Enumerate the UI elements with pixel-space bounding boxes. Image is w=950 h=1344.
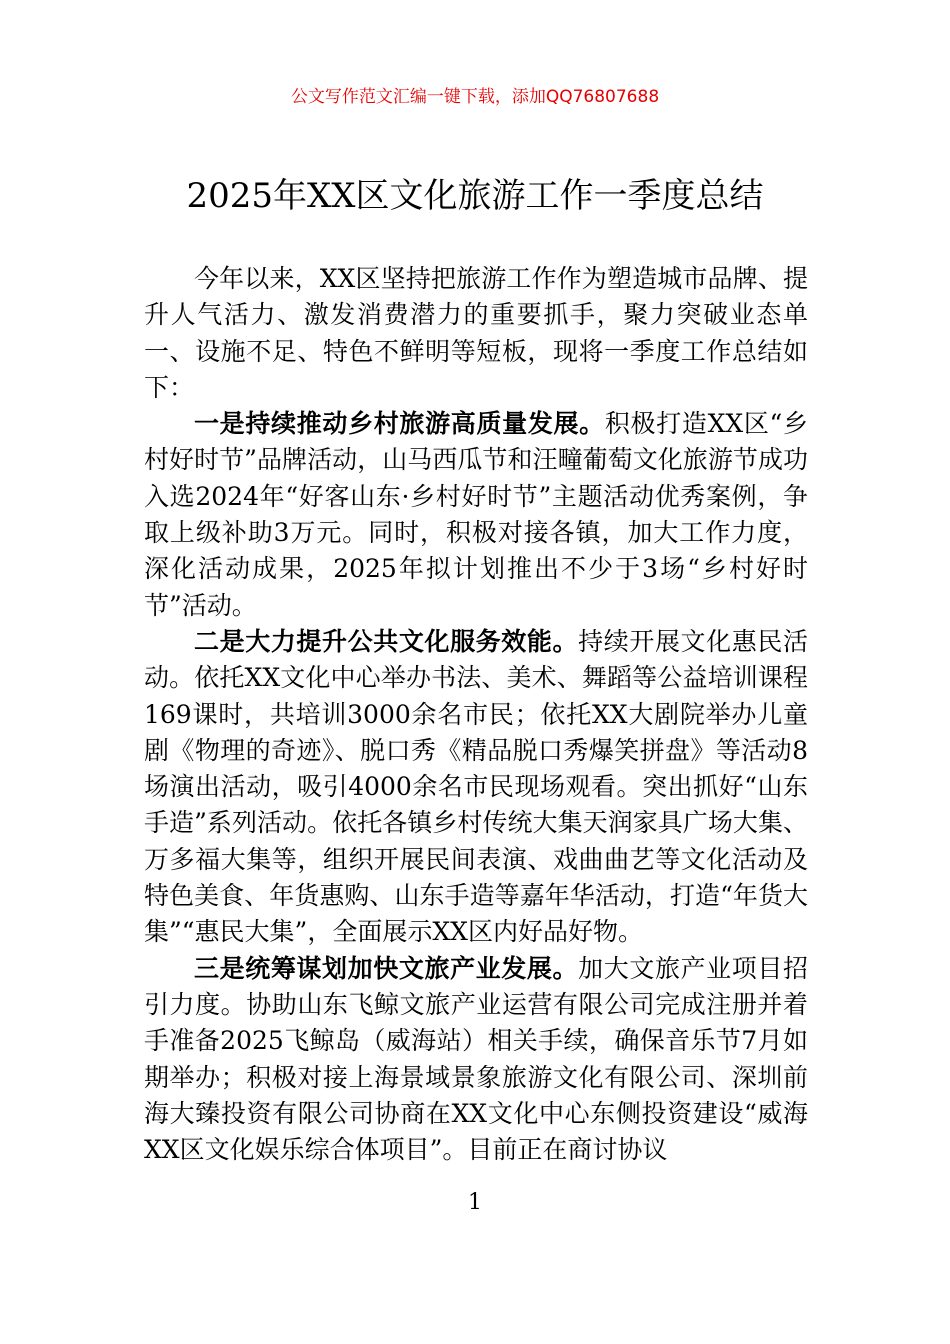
paragraph-text: 持续开展文化惠民活动。依托XX文化中心举办书法、美术、舞蹈等公益培训课程169课时，共培训3000余名市民；依托XX大剧院举办儿童剧《物理的奇迹》、脱口秀《精品脱口秀爆笑拼盘》等活动8场演出活动，吸引4000余名市民现场观看。突出抓好“山东手造”系列活动。依托各镇乡村传统大集天润家具广场大集、万多福大集等，组织开展民间表演、戏曲曲艺等文化活动及特色美食、年货惠购、山东手造等嘉年华活动，打造“年货大集”“惠民大集”，全面展示XX区内好品好物。	[144, 626, 808, 947]
paragraph-text: 今年以来，XX区坚持把旅游工作作为塑造城市品牌、提升人气活力、激发消费潜力的重要抓手，聚力突破业态单一、设施不足、特色不鲜明等短板，现将一季度工作总结如下：	[144, 264, 808, 402]
section-paragraph-public-culture	[144, 624, 808, 951]
section-heading: 二是大力提升公共文化服务效能。	[194, 626, 579, 656]
download-banner: 公文写作范文汇编一键下载，添加QQ76807688	[290, 87, 660, 107]
paragraph-text: 积极打造XX区“乡村好时节”品牌活动，山马西瓜节和汪疃葡萄文化旅游节成功入选2024年“好客山东·乡村好时节”主题活动优秀案例，争取上级补助3万元。同时，积极对接各镇，加大工作力度，深化活动成果，2025年拟计划推出不少于3场“乡村好时节”活动。	[144, 409, 808, 620]
page-number: 1	[468, 1190, 482, 1215]
paragraph-text: 加大文旅产业项目招引力度。协助山东飞鲸文旅产业运营有限公司完成注册并着手准备2025飞鲸岛（威海站）相关手续，确保音乐节7月如期举办；积极对接上海景域景象旅游文化有限公司、深圳前海大臻投资有限公司协商在XX文化中心东侧投资建设“威海XX区文化娱乐综合体项目”。目前正在商讨协议	[144, 953, 808, 1165]
section-heading: 一是持续推动乡村旅游高质量发展。	[194, 409, 605, 439]
document-title: 2025年XX区文化旅游工作一季度总结	[186, 176, 764, 216]
section-heading: 三是统筹谋划加快文旅产业发展。	[194, 953, 579, 983]
section-paragraph-rural-tourism	[144, 406, 808, 624]
intro-paragraph	[144, 261, 808, 406]
section-paragraph-industry	[144, 951, 808, 1169]
document-body	[144, 261, 808, 1168]
